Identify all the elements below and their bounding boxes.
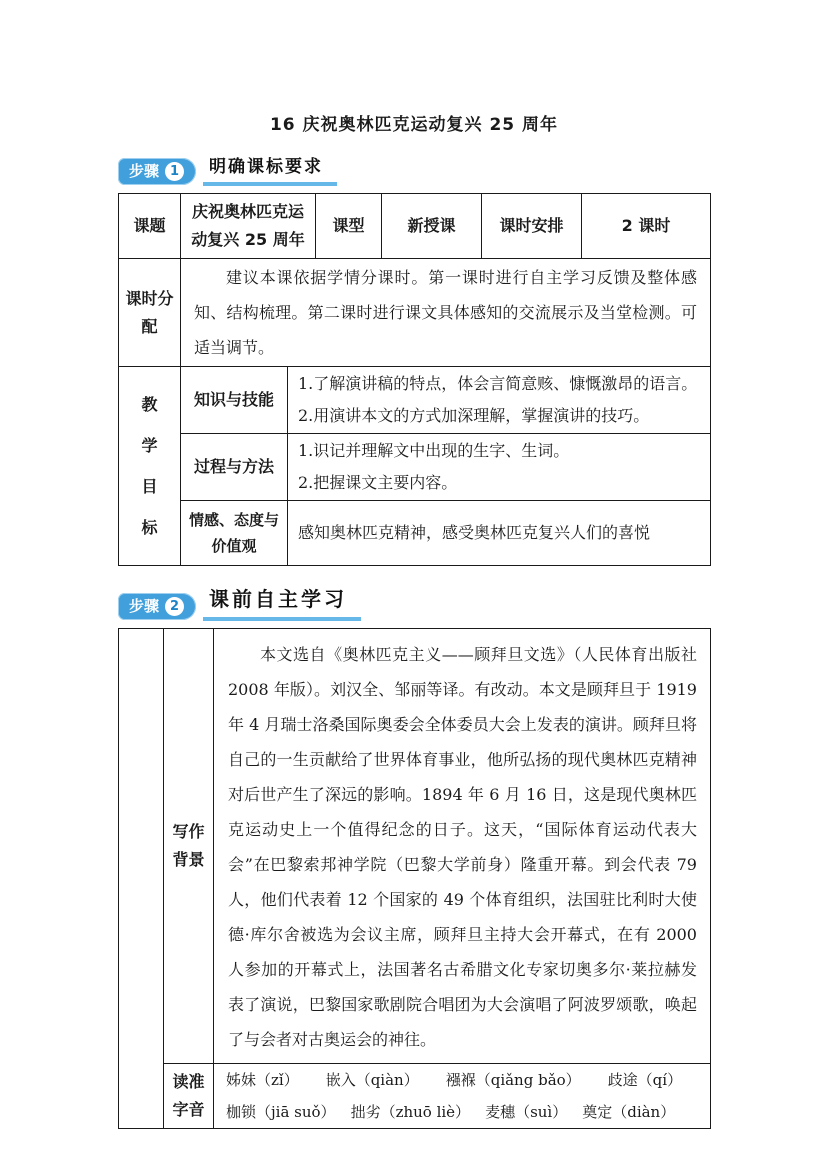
step2-badge — [118, 593, 196, 620]
allocation-text: 建议本课依据学情分课时。第一课时进行自主学习反馈及整体感知、结构梳理。第二课时进行课文具体感知的交流展示及当堂检测。可适当调节。 — [194, 268, 698, 357]
table-row — [119, 259, 711, 367]
knowledge-item: 1.了解演讲稿的特点，体会言简意赅、慷慨激昂的语言。 — [298, 374, 698, 393]
objectives-label-cell — [119, 367, 181, 566]
table-row — [119, 629, 711, 1064]
lesson-type-label-cell: 课型 — [316, 194, 382, 259]
step1-badge-label: 步骤 — [129, 162, 160, 180]
table-row — [119, 1064, 711, 1129]
document-page — [118, 0, 710, 1129]
writing-background-text: 本文选自《奥林匹克主义——顾拜旦文选》（人民体育出版社 2008 年版）。刘汉全、邹丽等译。有改动。本文是顾拜旦于 1919 年 4 月瑞士洛桑国际奥委会全体委员大会上发表的演讲。顾拜旦将自己的一生贡献给了世界体育事业，他所弘扬的现代奥林匹克精神对后世产生了深远的影响。1894 年 6 月 16 日，这是现代奥林匹克运动史上一个值得纪念的日子。这天，“国际体育运动代表大会”在巴黎索邦神学院（巴黎大学前身）隆重开幕。到会代表 79 人，他们代表着 12 个国家的 49 个体育组织，法国驻比利时大使德·库尔舍被选为会议主席，顾拜旦主持大会开幕式，在有 2000 人参加的开幕式上，法国著名古希腊文化专家切奥多尔·莱拉赫发表了演说，巴黎国家歌剧院合唱团为大会演唱了阿波罗颂歌，唤起了与会者对古奥运会的神往。 — [228, 645, 697, 1049]
allocation-label-cell: 课时分配 — [119, 259, 181, 367]
table-row — [119, 194, 711, 259]
pinyin-label-cell: 读准字音 — [164, 1064, 214, 1129]
pinyin-item: 歧途（qí） — [607, 1071, 683, 1089]
standards-table — [118, 193, 711, 566]
step2-header — [118, 583, 710, 621]
process-item: 2.把握课文主要内容。 — [298, 473, 458, 492]
page-title: 16 庆祝奥林匹克运动复兴 25 周年 — [269, 115, 559, 135]
step2-heading: 课前自主学习 — [203, 583, 361, 621]
step2-number-icon: 2 — [165, 597, 184, 616]
pinyin-line — [226, 1096, 706, 1128]
emotion-item: 感知奥林匹克精神，感受奥林匹克复兴人们的喜悦 — [298, 523, 651, 542]
table-row — [119, 367, 711, 434]
knowledge-content-cell — [288, 367, 711, 434]
topic-value-cell: 庆祝奥林匹克运动复兴 25 周年 — [181, 194, 316, 259]
pinyin-line — [226, 1064, 706, 1096]
pinyin-item: 嵌入（qiàn） — [325, 1071, 419, 1089]
prestudy-table — [118, 628, 711, 1129]
step1-header — [118, 152, 710, 186]
knowledge-item: 2.用演讲本文的方式加深理解，掌握演讲的技巧。 — [298, 406, 650, 425]
step1-heading: 明确课标要求 — [203, 152, 337, 186]
table-row — [119, 434, 711, 501]
process-item: 1.识记并理解文中出现的生字、生词。 — [298, 441, 570, 460]
lesson-type-value-cell: 新授课 — [382, 194, 482, 259]
pinyin-item: 襁褓（qiǎng bǎo） — [445, 1071, 581, 1089]
periods-value-cell: 2 课时 — [582, 194, 711, 259]
pinyin-item: 枷锁（jiā suǒ） — [226, 1103, 336, 1121]
pinyin-item: 拙劣（zhuō liè） — [350, 1103, 471, 1121]
emotion-content-cell — [288, 501, 711, 566]
allocation-text-cell — [181, 259, 711, 367]
step2-badge-label: 步骤 — [129, 597, 160, 615]
periods-label-cell: 课时安排 — [482, 194, 582, 259]
process-content-cell — [288, 434, 711, 501]
writing-background-text-cell — [214, 629, 711, 1064]
knowledge-label-cell: 知识与技能 — [181, 367, 288, 434]
objectives-label: 教学目标 — [141, 395, 158, 537]
pinyin-item: 奠定（diàn） — [582, 1103, 676, 1121]
pinyin-item: 麦穗（suì） — [485, 1103, 568, 1121]
topic-label-cell: 课题 — [119, 194, 181, 259]
writing-background-label-cell: 写作背景 — [164, 629, 214, 1064]
step1-number-icon: 1 — [165, 162, 184, 181]
step1-badge — [118, 158, 196, 185]
table-row — [119, 501, 711, 566]
pinyin-item: 姊妹（zǐ） — [226, 1071, 299, 1089]
process-label-cell: 过程与方法 — [181, 434, 288, 501]
emotion-label-cell: 情感、态度与价值观 — [181, 501, 288, 566]
pinyin-content-cell — [214, 1064, 711, 1129]
prestudy-spacer-cell — [119, 629, 164, 1129]
